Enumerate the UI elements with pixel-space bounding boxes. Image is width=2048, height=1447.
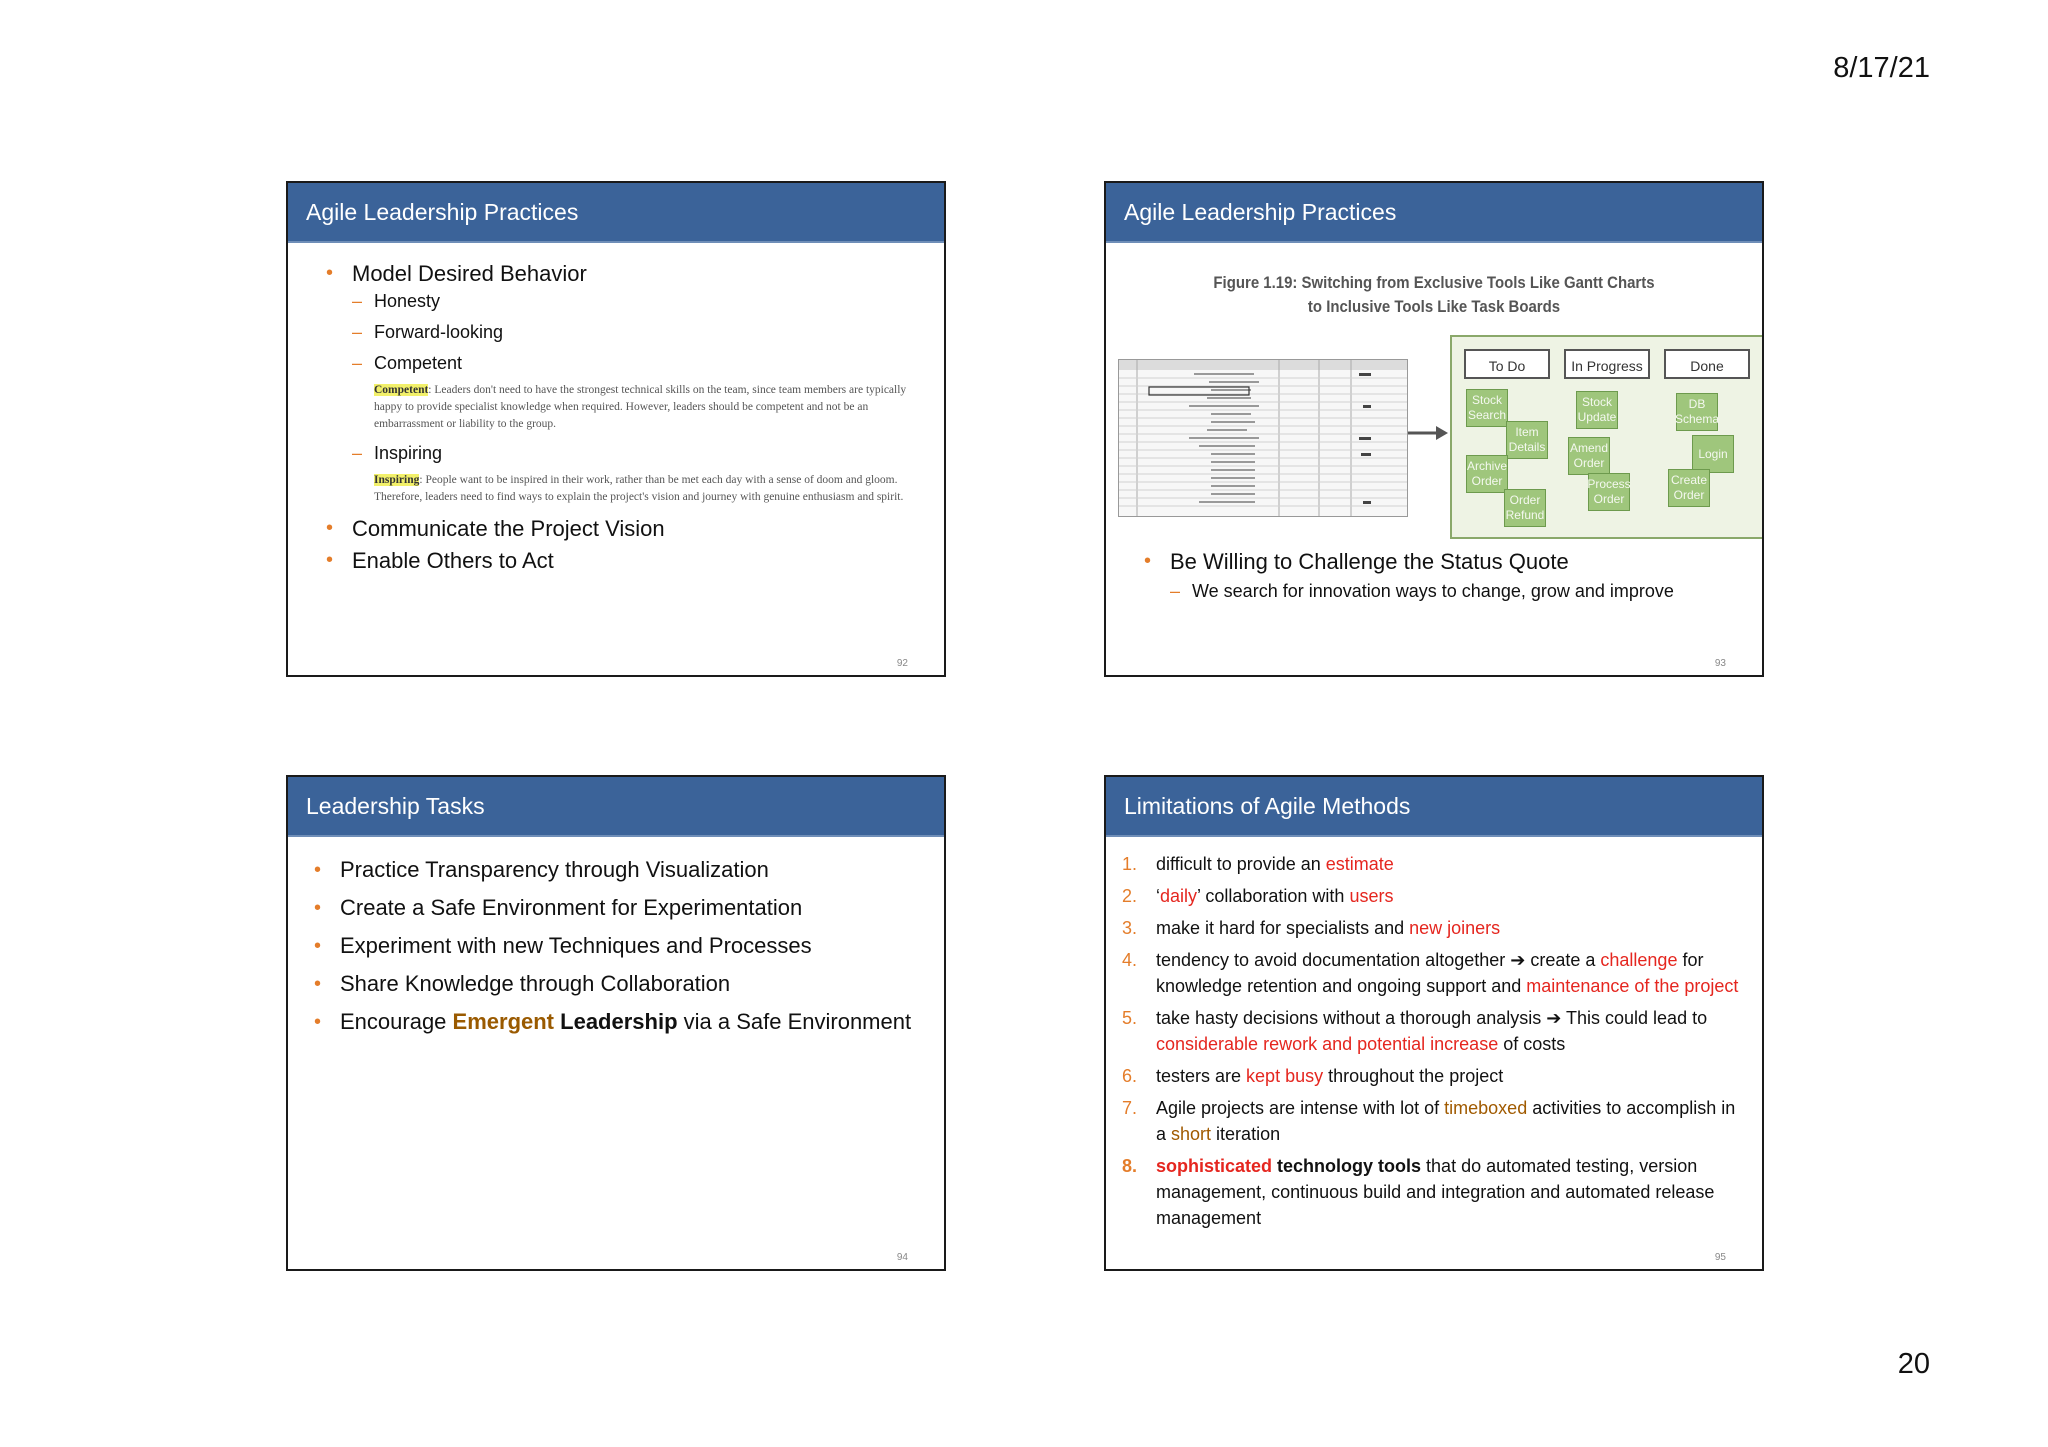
highlight: considerable rework and potential increase [1156,1034,1499,1054]
slide-92 [286,181,946,677]
task-item: • Create a Safe Environment for Experimentation [314,893,944,922]
highlight: maintenance of the project [1526,976,1739,996]
caption-line: Figure 1.19: Switching from Exclusive Tools Like Gantt Charts [1213,273,1655,292]
highlight: estimate [1325,854,1394,874]
text: make it hard for specialists and [1156,918,1410,938]
item-number: 6. [1122,1066,1138,1086]
emphasis: technology tools [1272,1156,1422,1176]
sub-bullet-competent: – Competent [352,353,944,374]
emphasis-leadership: Leadership [560,1009,678,1034]
quote-text: : People want to be inspired in their work, rather than be met each day with a sense of doom and gloom. Therefore, leaders need to find ways to explain the project's vision and journey with genuine enthusiasm and spirit. [374,474,904,503]
limitation-item [1122,947,1746,999]
bullet-challenge-status-quote [1144,549,1752,602]
slide-95 [1104,775,1764,1271]
text: ‘ [1156,886,1160,906]
limitation-item [1122,1153,1746,1231]
column-header-in-progress: In Progress [1564,349,1650,379]
text: throughout the project [1323,1066,1504,1086]
text: create a [1525,950,1601,970]
task-item-emergent-leadership [314,1007,944,1036]
text: take hasty decisions without a thorough analysis [1156,1008,1547,1028]
caption-line: to Inclusive Tools Like Task Boards [1307,297,1561,316]
item-number: 2. [1122,886,1138,906]
text: tendency to avoid documentation altogether [1156,950,1511,970]
sub-bullet-inspiring: – Inspiring [352,443,944,464]
sticky-note: Stock Update [1576,391,1618,429]
item-number: 3. [1122,918,1138,938]
slide-number: 92 [896,658,908,669]
text: ’ collaboration with [1197,886,1350,906]
sticky-note: Login [1692,435,1734,473]
sticky-note: Order Refund [1504,489,1546,527]
slide-number: 93 [1714,658,1726,669]
item-number: 5. [1122,1008,1138,1028]
highlight: timeboxed [1444,1098,1528,1118]
limitation-item [1122,915,1746,941]
item-number: 7. [1122,1098,1138,1118]
column-header-done: Done [1664,349,1750,379]
text: Agile projects are intense with lot of [1156,1098,1445,1118]
highlight: short [1171,1124,1212,1144]
limitation-item [1122,1095,1746,1147]
text: difficult to provide an [1156,854,1326,874]
quote-term: Inspiring [374,474,420,486]
quote-competent [352,382,926,433]
arrow-icon: ➔ [1510,950,1526,970]
slide-93 [1104,181,1764,677]
page-number: 20 [1897,1348,1930,1380]
task-board [1450,335,1764,539]
slide-title: Agile Leadership Practices [288,183,944,243]
bullet-communicate-vision: • Communicate the Project Vision [326,516,944,542]
arrow-right-icon [1408,423,1448,443]
highlight: challenge [1600,950,1678,970]
quote-term: Competent [374,384,429,396]
sticky-note: Process Order [1588,473,1630,511]
limitation-item [1122,1063,1746,1089]
slide-94 [286,775,946,1271]
emphasis-emergent: Emergent [452,1009,555,1034]
sub-bullet-forward-looking: – Forward-looking [352,322,944,343]
item-number: 1. [1122,854,1138,874]
sub-bullet-honesty: – Honesty [352,291,944,312]
gantt-chart-image [1118,359,1408,517]
bullet-text: Model Desired Behavior [352,261,587,286]
sticky-note: Archive Order [1466,455,1508,493]
sticky-note: Create Order [1668,469,1710,507]
sub-bullet-innovation: – We search for innovation ways to change, grow and improve [1170,581,1752,602]
highlight: sophisticated [1156,1156,1273,1176]
slide-title: Limitations of Agile Methods [1106,777,1762,837]
text: testers are [1156,1066,1247,1086]
slide-number: 94 [896,1252,908,1263]
text: that do automated testing, version management, continuous build and integration and automated release management [1156,1156,1715,1228]
task-item: • Experiment with new Techniques and Processes [314,931,944,960]
limitation-item [1122,883,1746,909]
limitation-item [1122,851,1746,877]
text: activities to accomplish in a [1156,1098,1736,1144]
text: via a Safe Environment [677,1009,912,1034]
page-date: 8/17/21 [1833,52,1930,84]
bullet-model-desired-behavior [326,261,944,506]
sticky-note: Item Details [1506,421,1548,459]
slide-title: Agile Leadership Practices [1106,183,1762,243]
item-number: 8. [1122,1156,1138,1176]
task-item: • Share Knowledge through Collaboration [314,969,944,998]
highlight: kept busy [1246,1066,1324,1086]
slide-title: Leadership Tasks [288,777,944,837]
sticky-note: Stock Search [1466,389,1508,427]
figure-caption [1145,271,1722,319]
column-header-to-do: To Do [1464,349,1550,379]
text: of costs [1498,1034,1566,1054]
text: iteration [1211,1124,1281,1144]
bullet-enable-others: • Enable Others to Act [326,548,944,574]
quote-text: : Leaders don't need to have the strongest technical skills on the team, since team members are typically happy to provide specialist knowledge when required. However, leaders should be competent and not be an embarrassment or liability to the group. [374,384,907,430]
highlight: daily [1160,886,1198,906]
highlight: new joiners [1409,918,1501,938]
item-number: 4. [1122,950,1138,970]
task-item: • Practice Transparency through Visualization [314,855,944,884]
limitation-item [1122,1005,1746,1057]
text: This could lead to [1561,1008,1708,1028]
text: for knowledge retention and ongoing support and [1156,950,1704,996]
highlight: users [1349,886,1394,906]
bullet-text: Be Willing to Challenge the Status Quote [1170,549,1569,574]
sticky-note: DB Schema [1676,393,1718,431]
sticky-note: Amend Order [1568,437,1610,475]
arrow-icon: ➔ [1546,1008,1562,1028]
text: Encourage [340,1009,453,1034]
quote-inspiring [352,472,926,506]
slide-number: 95 [1714,1252,1726,1263]
